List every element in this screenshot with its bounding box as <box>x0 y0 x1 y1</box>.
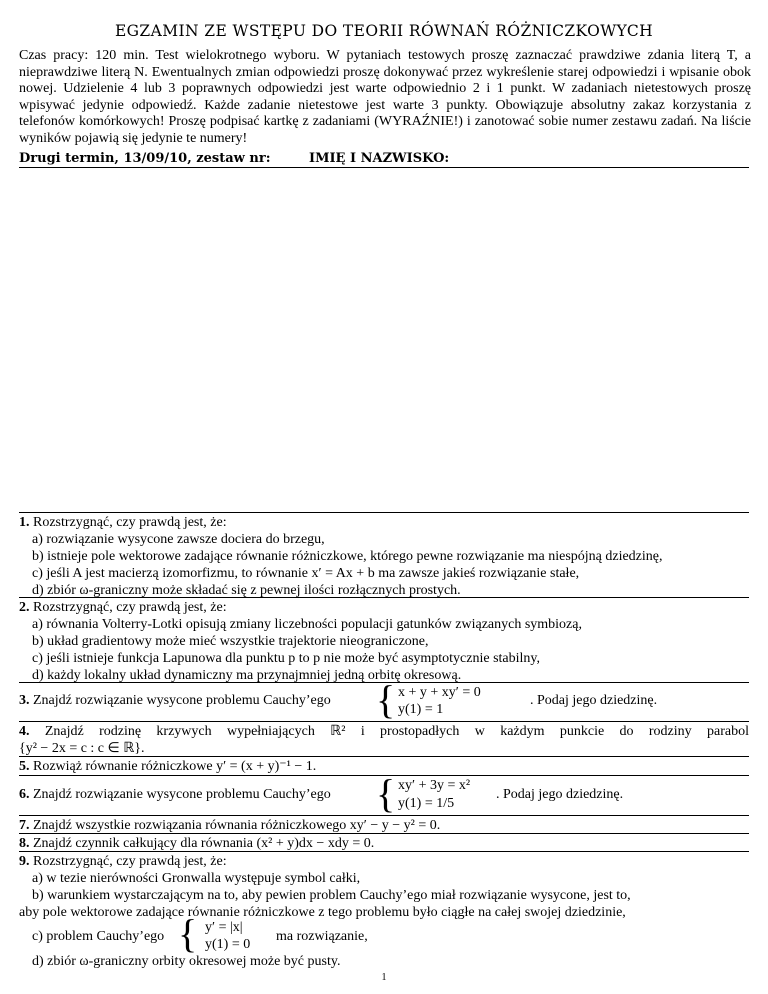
question-5-number: 5. <box>19 759 30 774</box>
question-6-tail: . Podaj jego dziedzinę. <box>496 787 624 802</box>
question-8-text: Znajdź czynnik całkujący dla równania (x² + y)dx − xdy = 0. <box>33 836 375 851</box>
question-9-option-a: a) w tezie nierówności Gronwalla występuje symbol całki, <box>32 871 361 886</box>
question-3-text: Znajdź rozwiązanie wysycone problemu Cauchy’ego <box>33 693 331 708</box>
page-number: 1 <box>381 972 387 983</box>
question-3 <box>19 692 331 709</box>
question-9-option-d: d) zbiór ω-graniczny orbity okresowej może być pusty. <box>32 954 341 969</box>
question-9-c-equation-2: y(1) = 0 <box>205 937 251 952</box>
student-name-label: IMIĘ I NAZWISKO: <box>309 151 450 166</box>
question-1-text: Rozstrzygnąć, czy prawdą jest, że: <box>33 515 227 530</box>
question-9-brace: { <box>178 911 198 956</box>
question-4-divider <box>19 721 749 722</box>
question-3-number: 3. <box>19 693 30 708</box>
question-5-text: Rozwiąż równanie różniczkowe y′ = (x + y)⁻¹ − 1. <box>33 759 317 774</box>
question-4-line-2: {y² − 2x = c : c ∈ ℝ}. <box>19 741 145 756</box>
question-2-option-b: b) układ gradientowy może mieć wszystkie trajektorie nieograniczone, <box>32 634 429 649</box>
question-6-equation-2: y(1) = 1/5 <box>398 796 455 811</box>
question-3-equation-1: x + y + xy′ = 0 <box>398 685 481 700</box>
question-4 <box>19 723 749 740</box>
question-4-number: 4. <box>19 724 30 739</box>
question-8-number: 8. <box>19 836 30 851</box>
question-9 <box>19 853 227 870</box>
question-1-option-d: d) zbiór ω-graniczny może składać się z pewnej ilości rozłącznych prostych. <box>32 583 461 598</box>
question-6-brace: { <box>376 771 396 816</box>
question-5-divider <box>19 756 749 757</box>
question-9-c-equation-1: y′ = |x| <box>205 920 243 935</box>
question-2-divider <box>19 597 749 598</box>
header-divider <box>19 167 749 168</box>
question-1-number: 1. <box>19 515 30 530</box>
question-3-tail: . Podaj jego dziedzinę. <box>530 693 658 708</box>
question-3-equation-2: y(1) = 1 <box>398 702 444 717</box>
question-8-divider <box>19 833 749 834</box>
question-8 <box>19 835 374 852</box>
question-2 <box>19 599 227 616</box>
question-6-text: Znajdź rozwiązanie wysycone problemu Cauchy’ego <box>33 787 331 802</box>
question-7-number: 7. <box>19 818 30 833</box>
question-7-divider <box>19 815 749 816</box>
exam-title: EGZAMIN ZE WSTĘPU DO TEORII RÓWNAŃ RÓŻNICZKOWYCH <box>114 22 654 40</box>
question-4-line-1: Znajdź rodzinę krzywych wypełniających ℝ² i prostopadłych w każdym punkcie do rodziny parabol <box>44 724 749 739</box>
question-9-number: 9. <box>19 854 30 869</box>
question-2-text: Rozstrzygnąć, czy prawdą jest, że: <box>33 600 227 615</box>
question-3-brace: { <box>376 677 396 722</box>
exam-term-label: Drugi termin, 13/09/10, zestaw nr: <box>19 151 271 166</box>
exam-header-line <box>19 151 751 166</box>
question-5 <box>19 758 316 775</box>
instructions-paragraph: Czas pracy: 120 min. Test wielokrotnego wyboru. W pytaniach testowych proszę zaznaczać prawdziwe zdania literą T, a nieprawdziwe literą N. Ewentualnych zmian odpowiedzi proszę dokonywać przez wykreślenie starej odpowiedzi i wpisanie obok nowej. Udzielenie 4 lub 3 poprawnych odpowiedzi jest warte odpowiednio 2 i 1 punkt. W zadaniach nietestowych proszę wpisywać jedynie odpowiedź. Każde zadanie nietestowe jest warte 3 punkty. Obowiązuje absolutny zakaz korzystania z telefonów komórkowych! Proszę podpisać kartkę z zadaniami (WYRAŹNIE!) i zanotować sobie numer zestawu zadań. Na liście wyników pojawią się jedynie te numery! <box>19 48 751 146</box>
question-9-option-b-line-2: aby pole wektorowe zadające równanie różniczkowe z tego problemu było ciągłe na całej swojej dziedzinie, <box>19 905 626 920</box>
question-9-option-c-prefix: c) problem Cauchy’ego <box>32 929 165 944</box>
question-1 <box>19 514 227 531</box>
question-1-divider <box>19 512 749 513</box>
question-2-option-c: c) jeśli istnieje funkcja Lapunowa dla punktu p to p nie może być asymptotycznie stabilny, <box>32 651 541 666</box>
question-6 <box>19 786 331 803</box>
question-9-divider <box>19 851 749 852</box>
question-2-option-a: a) równania Volterry-Lotki opisują zmiany liczebności populacji gatunków związanych symbiozą, <box>32 617 582 632</box>
question-7-text: Znajdź wszystkie rozwiązania równania różniczkowego xy′ − y − y² = 0. <box>33 818 441 833</box>
question-9-text: Rozstrzygnąć, czy prawdą jest, że: <box>33 854 227 869</box>
question-6-number: 6. <box>19 787 30 802</box>
question-9-option-c-suffix: ma rozwiązanie, <box>276 929 368 944</box>
question-6-equation-1: xy′ + 3y = x² <box>398 778 471 793</box>
question-1-option-b: b) istnieje pole wektorowe zadające równanie różniczkowe, którego pewne rozwiązanie ma niespójną dziedzinę, <box>32 549 663 564</box>
question-1-option-c: c) jeśli A jest macierzą izomorfizmu, to równanie x′ = Ax + b ma zawsze jakieś rozwiązanie stałe, <box>32 566 580 581</box>
question-2-number: 2. <box>19 600 30 615</box>
question-1-option-a: a) rozwiązanie wysycone zawsze dociera do brzegu, <box>32 532 325 547</box>
question-7 <box>19 817 440 834</box>
question-2-option-d: d) każdy lokalny układ dynamiczny ma przynajmniej jedną orbitę okresową. <box>32 668 462 683</box>
question-9-option-b-line-1: b) warunkiem wystarczającym na to, aby pewien problem Cauchy’ego miał rozwiązanie wysycone, jest to, <box>32 888 631 903</box>
